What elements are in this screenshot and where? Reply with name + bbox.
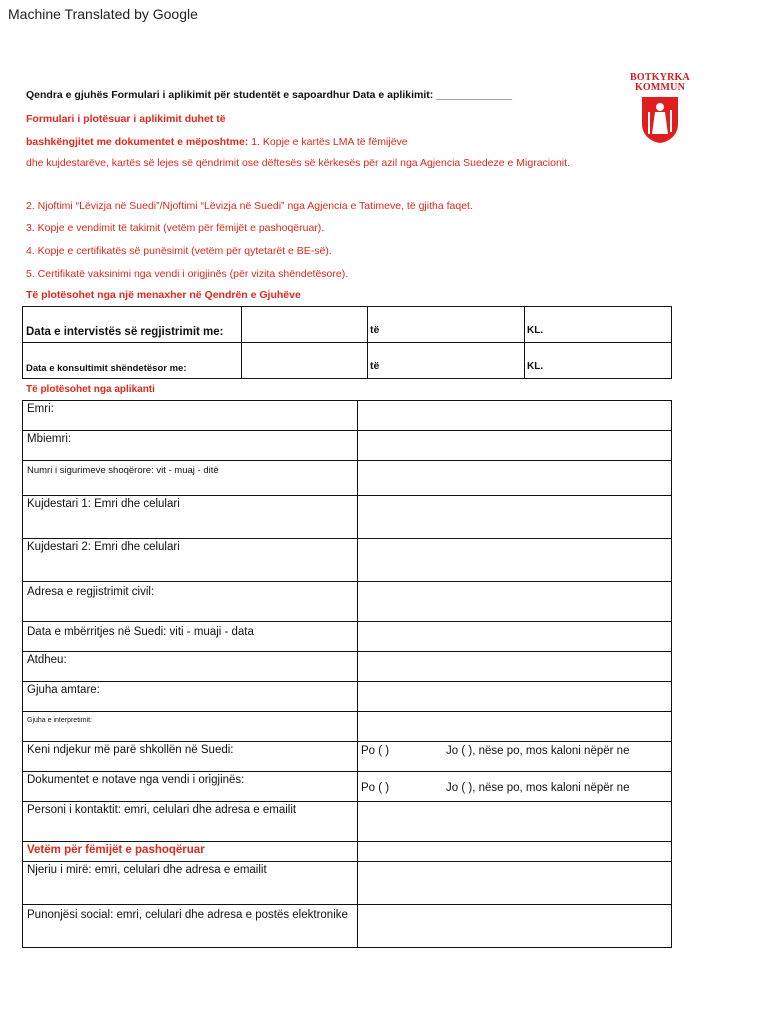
table-row	[23, 742, 672, 772]
table-row	[23, 862, 672, 905]
intro-line-2-rest: 1. Kopje e kartës LMA të fëmijëve	[248, 136, 408, 148]
homeland-label-cell	[23, 652, 358, 682]
guardian2-label: Kujdestari 2: Emri dhe celulari	[27, 541, 180, 553]
health-date-input[interactable]	[242, 343, 368, 379]
logo-line1: BOTKYRKA	[630, 72, 690, 83]
school-jo-option[interactable]: Jo ( ), nëse po, mos kaloni nëpër ne	[446, 745, 630, 757]
contact-person-label-cell	[23, 802, 358, 842]
social-worker-input[interactable]	[358, 905, 672, 948]
emri-input[interactable]	[358, 401, 672, 431]
table-row	[23, 431, 672, 461]
table-row	[23, 307, 672, 343]
grades-options-cell	[358, 772, 672, 802]
mbiemri-input[interactable]	[358, 431, 672, 461]
intro-line-2-bold: bashkëngjitet me dokumentet e mëposhtme:	[26, 136, 249, 148]
intro-line-2	[26, 136, 408, 148]
table-row	[23, 343, 672, 379]
requirement-item-2: 2. Njoftimi “Lëvizja në Suedi”/Njoftimi “Lëvizja në Suedi” nga Agjencia e Tatimeve, të gjitha faqet.	[26, 200, 473, 212]
table-row	[23, 682, 672, 712]
health-te-label: të	[370, 360, 380, 372]
native-language-label: Gjuha amtare:	[27, 684, 100, 696]
intro-line-1: Formulari i plotësuar i aplikimit duhet të	[26, 113, 226, 125]
guardian2-input[interactable]	[358, 539, 672, 582]
mbiemri-label-cell	[23, 431, 358, 461]
unaccompanied-section-heading: Vetëm për fëmijët e pashoqëruar	[27, 844, 205, 856]
school-label: Keni ndjekur më parë shkollën në Suedi:	[27, 744, 234, 756]
emri-label-cell	[23, 401, 358, 431]
health-kl-input[interactable]	[553, 343, 672, 379]
interpreter-language-label-cell	[23, 712, 358, 742]
health-date-label-cell	[23, 343, 242, 379]
table-row	[23, 401, 672, 431]
health-te-cell	[368, 343, 395, 379]
homeland-label: Atdheu:	[27, 654, 67, 666]
social-worker-label: Punonjësi social: emri, celulari dhe adresa e postës elektronike	[27, 909, 348, 921]
arrival-date-label-cell	[23, 622, 358, 652]
table-row	[23, 582, 672, 622]
guardian1-label-cell	[23, 496, 358, 539]
table-row	[23, 622, 672, 652]
requirement-item-5: 5. Certifikatë vaksinimi nga vendi i origjinës (për vizita shëndetësore).	[26, 268, 349, 280]
interview-date-label: Data e intervistës së regjistrimit me:	[26, 326, 224, 338]
native-language-input[interactable]	[358, 682, 672, 712]
interview-kl-label: KL.	[527, 325, 544, 336]
form-title: Qendra e gjuhës Formulari i aplikimit për studentët e sapoardhur Data e aplikimit: _____________	[26, 89, 513, 101]
guardian2-label-cell	[23, 539, 358, 582]
grades-label: Dokumentet e notave nga vendi i origjinës:	[27, 774, 245, 786]
table-row	[23, 802, 672, 842]
intro-line-3: dhe kujdestarëve, kartës së lejes së qëndrimit ose dëftesës së kërkesës për azil nga Agjencia Suedeze e Migracionit.	[26, 157, 570, 169]
logo-line2: KOMMUN	[634, 82, 686, 93]
interpreter-language-label: Gjuha e interpretimit:	[27, 717, 92, 724]
unaccompanied-section-blank	[358, 842, 672, 862]
interview-kl-cell	[525, 307, 554, 343]
table-row	[23, 842, 672, 862]
guardian1-label: Kujdestari 1: Emri dhe celulari	[27, 498, 180, 510]
emri-label: Emri:	[27, 403, 54, 415]
arrival-date-label: Data e mbërritjes në Suedi: viti - muaji - data	[27, 626, 254, 638]
requirement-item-4: 4. Kopje e certifikatës së punësimit (vetëm për qytetarët e BE-së).	[26, 245, 332, 257]
homeland-input[interactable]	[358, 652, 672, 682]
personal-number-label-cell	[23, 461, 358, 496]
applicant-section-heading: Të plotësohet nga aplikanti	[26, 384, 155, 395]
mbiemri-label: Mbiemri:	[27, 433, 72, 445]
address-label-cell	[23, 582, 358, 622]
table-row	[23, 461, 672, 496]
address-input[interactable]	[358, 582, 672, 622]
table-row	[23, 712, 672, 742]
table-row	[23, 905, 672, 948]
interview-te-cell	[368, 307, 395, 343]
contact-person-label: Personi i kontaktit: emri, celulari dhe adresa e emailit	[27, 804, 297, 816]
table-row	[23, 539, 672, 582]
grades-jo-option[interactable]: Jo ( ), nëse po, mos kaloni nëpër ne	[446, 782, 630, 794]
grades-po-option[interactable]: Po ( )	[361, 782, 390, 794]
coat-of-arms-icon	[641, 96, 679, 144]
good-man-label: Njeriu i mirë: emri, celulari dhe adresa e emailit	[27, 864, 267, 876]
address-label: Adresa e regjistrimit civil:	[27, 586, 155, 598]
botkyrka-logo	[628, 73, 692, 144]
table-row	[23, 772, 672, 802]
table-row	[23, 652, 672, 682]
school-po-option[interactable]: Po ( )	[361, 745, 390, 757]
interview-kl-input[interactable]	[553, 307, 672, 343]
good-man-input[interactable]	[358, 862, 672, 905]
manager-table	[22, 306, 672, 379]
social-worker-label-cell	[23, 905, 358, 948]
arrival-date-input[interactable]	[358, 622, 672, 652]
school-options-cell	[358, 742, 672, 772]
machine-translated-label: Machine Translated by Google	[8, 6, 198, 22]
unaccompanied-section-cell	[23, 842, 358, 862]
health-kl-label: KL.	[527, 361, 544, 372]
table-row	[23, 496, 672, 539]
guardian1-input[interactable]	[358, 496, 672, 539]
interview-te-input[interactable]	[394, 307, 525, 343]
personal-number-label: Numri i sigurimeve shoqërore: vit - muaj - ditë	[27, 465, 219, 476]
health-kl-cell	[525, 343, 554, 379]
requirement-item-3: 3. Kopje e vendimit të takimit (vetëm për fëmijët e pashoqëruar).	[26, 222, 325, 234]
contact-person-input[interactable]	[358, 802, 672, 842]
interview-date-label-cell	[23, 307, 242, 343]
grades-label-cell	[23, 772, 358, 802]
interpreter-language-input[interactable]	[358, 712, 672, 742]
health-te-input[interactable]	[394, 343, 525, 379]
native-language-label-cell	[23, 682, 358, 712]
school-label-cell	[23, 742, 358, 772]
personal-number-input[interactable]	[358, 461, 672, 496]
applicant-table	[22, 400, 672, 948]
manager-section-heading: Të plotësohet nga një menaxher në Qendrën e Gjuhëve	[26, 289, 301, 301]
health-date-label: Data e konsultimit shëndetësor me:	[26, 363, 187, 374]
good-man-label-cell	[23, 862, 358, 905]
interview-te-label: të	[370, 324, 380, 336]
